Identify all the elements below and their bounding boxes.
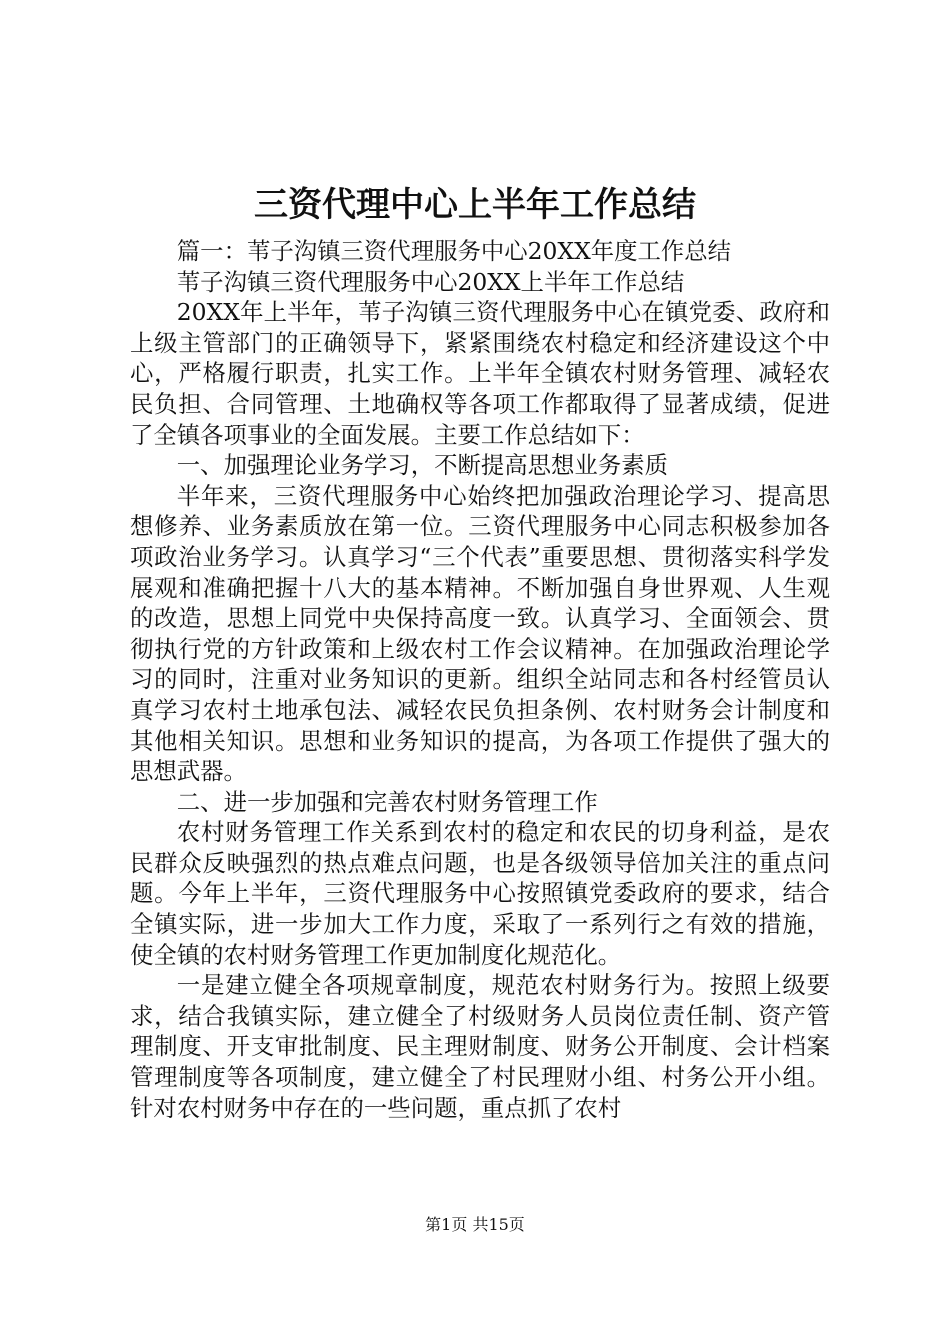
document-body [130, 236, 830, 1123]
document-title: 三资代理中心上半年工作总结 [254, 185, 696, 225]
paragraph-section-2-item-1: 一是建立健全各项规章制度，规范农村财务行为。按照上级要求，结合我镇实际，建立健全了村级财务人员岗位责任制、资产管理制度、开支审批制度、民主理财制度、财务公开制度、会计档案管理制度等各项制度，建立健全了村民理财小组、村务公开小组。针对农村财务中存在的一些问题，重点抓了农村 [130, 971, 830, 1122]
section-heading-1: 一、加强理论业务学习，不断提高思想业务素质 [176, 451, 668, 480]
paragraph-section-2: 农村财务管理工作关系到农村的稳定和农民的切身利益，是农民群众反映强烈的热点难点问题，也是各级领导倍加关注的重点问题。今年上半年，三资代理服务中心按照镇党委政府的要求，结合全镇实际，进一步加大工作力度，采取了一系列行之有效的措施，使全镇的农村财务管理工作更加制度化规范化。 [130, 818, 830, 969]
paragraph-section-1: 半年来，三资代理服务中心始终把加强政治理论学习、提高思想修养、业务素质放在第一位。三资代理服务中心同志积极参加各项政治业务学习。认真学习“三个代表”重要思想、贯彻落实科学发展观和准确把握十八大的基本精神。不断加强自身世界观、人生观的改造，思想上同党中央保持高度一致。认真学习、全面领会、贯彻执行党的方针政策和上级农村工作会议精神。在加强政治理论学习的同时，注重对业务知识的更新。组织全站同志和各村经管员认真学习农村土地承包法、减轻农民负担条例、农村财务会计制度和其他相关知识。思想和业务知识的提高，为各项工作提供了强大的思想武器。 [130, 481, 830, 786]
page-number-footer: 第1页 共15页 [425, 1215, 525, 1234]
paragraph-subtitle: 苇子沟镇三资代理服务中心20XX上半年工作总结 [176, 267, 685, 296]
section-heading-2: 二、进一步加强和完善农村财务管理工作 [176, 787, 598, 816]
paragraph-intro: 20XX年上半年，苇子沟镇三资代理服务中心在镇党委、政府和上级主管部门的正确领导下，紧紧围绕农村稳定和经济建设这个中心，严格履行职责，扎实工作。上半年全镇农村财务管理、减轻农民负担、合同管理、土地确权等各项工作都取得了显著成绩，促进了全镇各项事业的全面发展。主要工作总结如下： [130, 298, 830, 449]
paragraph-heading-1: 篇一：苇子沟镇三资代理服务中心20XX年度工作总结 [176, 237, 732, 265]
